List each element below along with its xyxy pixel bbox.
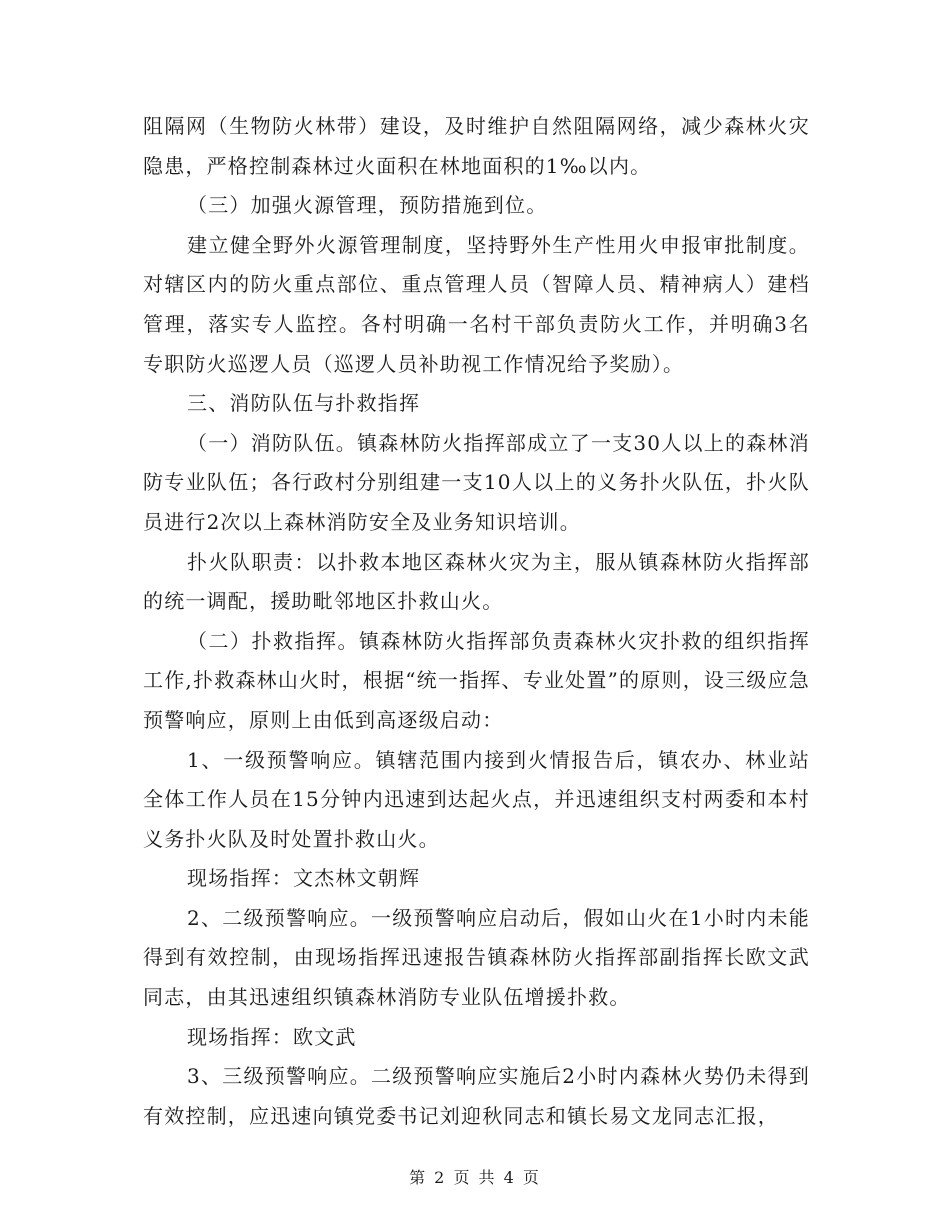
document-body (143, 107, 810, 1136)
paragraph-level-1-response: 1、一级预警响应。镇辖范围内接到火情报告后，镇农办、林业站全体工作人员在15分钟内迅速到达起火点，并迅速组织支村两委和本村义务扑火队及时处置扑救山火。 (143, 747, 810, 851)
paragraph-level-3-response: 3、三级预警响应。二级预警响应实施后2小时内森林火势仍未得到有效控制，应迅速向镇党委书记刘迎秋同志和镇长易文龙同志汇报， (143, 1064, 810, 1128)
paragraph-1: 阻隔网（生物防火林带）建设，及时维护自然阻隔网络，减少森林火灾隐患，严格控制森林过火面积在林地面积的1‰以内。 (143, 114, 810, 178)
paragraph-level-2-response: 2、二级预警响应。一级预警响应启动后，假如山火在1小时内未能得到有效控制，由现场指挥迅速报告镇森林防火指挥部副指挥长欧文武同志，由其迅速组织镇森林消防专业队伍增援扑救。 (143, 905, 810, 1010)
paragraph-command: （二）扑救指挥。镇森林防火指挥部负责森林火灾扑救的组织指挥工作,扑救森林山火时，根据“统一指挥、专业处置”的原则，设三级应急预警响应，原则上由低到高逐级启动： (143, 628, 810, 732)
section-heading-fire-source: （三）加强火源管理，预防措施到位。 (187, 193, 548, 218)
level-1-commander: 现场指挥：文杰林文朝辉 (187, 866, 421, 891)
page-number-footer: 第 2 页 共 4 页 (409, 1168, 541, 1187)
chapter-heading-fire-brigade: 三、消防队伍与扑救指挥 (187, 391, 421, 416)
paragraph-brigade-duties: 扑火队职责：以扑救本地区森林火灾为主，服从镇森林防火指挥部的统一调配，援助毗邻地区扑救山火。 (143, 549, 810, 614)
paragraph-fire-source-management: 建立健全野外火源管理制度，坚持野外生产性用火申报审批制度。对辖区内的防火重点部位、重点管理人员（智障人员、精神病人）建档管理，落实专人监控。各村明确一名村干部负责防火工作，并明确3名专职防火巡逻人员（巡逻人员补助视工作情况给予奖励）。 (143, 232, 810, 376)
level-2-commander: 现场指挥：欧文武 (187, 1024, 357, 1049)
paragraph-fire-brigade: （一）消防队伍。镇森林防火指挥部成立了一支30人以上的森林消防专业队伍；各行政村分别组建一支10人以上的义务扑火队伍，扑火队员进行2次以上森林消防安全及业务知识培训。 (143, 430, 810, 534)
